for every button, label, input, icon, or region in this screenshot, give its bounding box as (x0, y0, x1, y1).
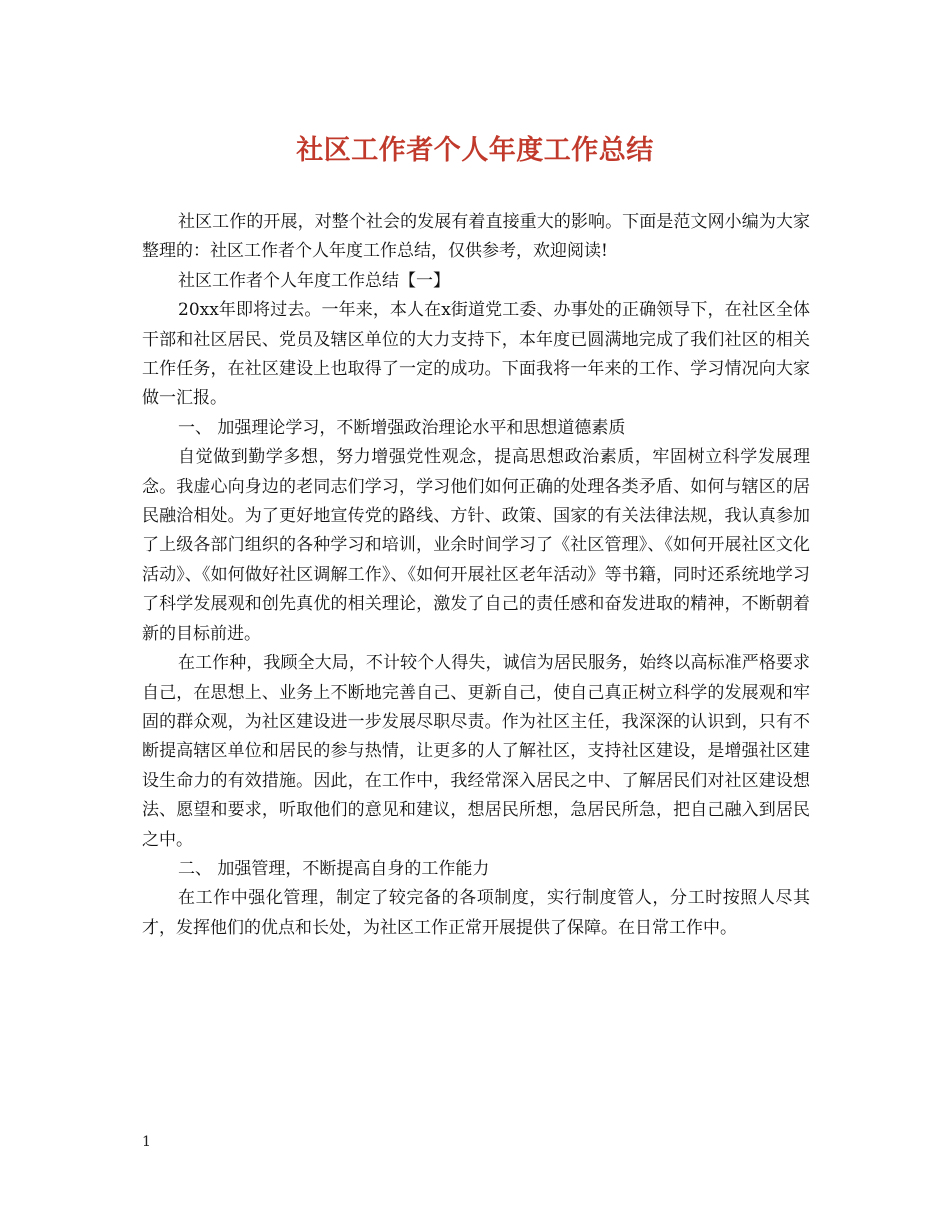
body-paragraph: 在工作中强化管理，制定了较完备的各项制度，实行制度管人，分工时按照人尽其才，发挥他们的优点和长处，为社区工作正常开展提供了保障。在日常工作中。 (142, 888, 810, 938)
body-paragraph: 自觉做到勤学多想，努力增强党性观念，提高思想政治素质，牢固树立科学发展理念。我虚心向身边的老同志们学习，学习他们如何正确的处理各类矛盾、如何与辖区的居民融洽相处。为了更好地宣传党的路线、方针、政策、国家的有关法律法规，我认真参加了上级各部门组织的各种学习和培训，业余时间学习了《社区管理》、《如何开展社区文化活动》、《如何做好社区调解工作》、《如何开展社区老年活动》等书籍，同时还系统地学习了科学发展观和创先真优的相关理论，激发了自己的责任感和奋发进取的精神，不断朝着新的目标前进。 (142, 447, 810, 644)
body-paragraph: 20xx年即将过去。一年来，本人在x街道党工委、办事处的正确领导下，在社区全体干部和社区居民、党员及辖区单位的大力支持下，本年度已圆满地完成了我们社区的相关工作任务，在社区建设上也取得了一定的成功。下面我将一年来的工作、学习情况向大家做一汇报。 (142, 300, 810, 409)
section-heading-part-one: 社区工作者个人年度工作总结【一】 (178, 270, 450, 291)
document-title: 社区工作者个人年度工作总结 (296, 135, 654, 166)
intro-paragraph: 社区工作的开展，对整个社会的发展有着直接重大的影响。下面是范文网小编为大家整理的：社区工作者个人年度工作总结，仅供参考，欢迎阅读! (142, 212, 810, 262)
document-body (142, 208, 810, 943)
body-paragraph: 在工作种，我顾全大局，不计较个人得失，诚信为居民服务，始终以高标准严格要求自己，在思想上、业务上不断地完善自己、更新自己，使自己真正树立科学的发展观和牢固的群众观，为社区建设进一步发展尽职尽责。作为社区主任，我深深的认识到，只有不断提高辖区单位和居民的参与热情，让更多的人了解社区，支持社区建设，是增强社区建设生命力的有效措施。因此，在工作中，我经常深入居民之中、了解居民们对社区建设想法、愿望和要求，听取他们的意见和建议，想居民所想，急居民所急，把自己融入到居民之中。 (142, 653, 810, 850)
section-heading-theory-study: 一、 加强理论学习，不断增强政治理论水平和思想道德素质 (178, 417, 626, 438)
section-heading-management: 二、 加强管理，不断提高自身的工作能力 (178, 858, 490, 879)
page-number: 1 (142, 1134, 151, 1150)
